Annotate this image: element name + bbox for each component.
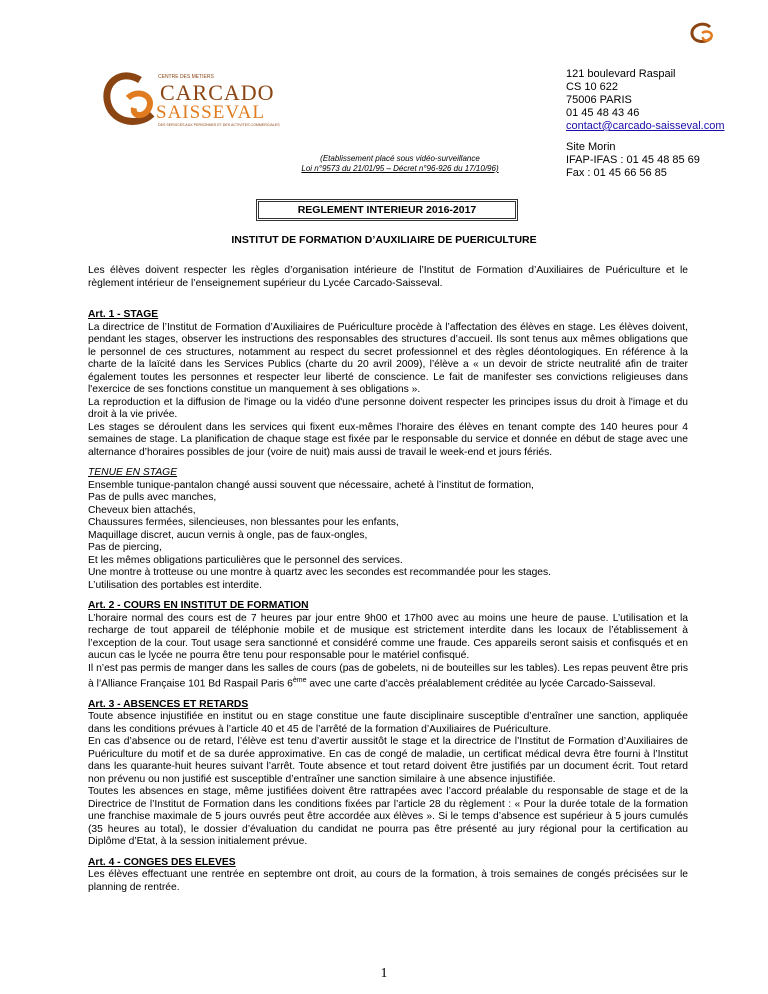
paragraph: Toutes les absences en stage, même justifiées doivent être rattrapées avec l’accord préalable du responsable de stage et de la Directrice de l’Institut de Formation dans les conditions fixées par l’article 28 du règlement : « Pour la durée totale de la formation une franchise maximale de 5 jours ouvrés peut être accordée aux élèves ». Si le temps d’absence est supérieur à 5 jours cumulés (35 heures au total), le dossier d’évaluation du candidat ne pourra pas être présenté au jury régional pour la certification au Diplôme d’Etat, à la session initialement prévue. — [88, 786, 688, 848]
email-link[interactable]: contact@carcado-saisseval.com — [566, 120, 725, 132]
logo-line1: CENTRE DES METIERS — [158, 74, 214, 80]
art2-p2a: Il n’est pas permis de manger dans les salles de cours (pas de gobelets, ni de bouteilles sur les tables). Les repas peuvent être pris à l’Alliance Française 101 Bd Raspail Paris 6 — [88, 662, 688, 690]
art1-heading: Art. 1 - STAGE — [88, 309, 159, 320]
art2-p2b: avec une carte d’accès préalablement créditée au lycée Carcado-Saisseval. — [306, 678, 656, 690]
paragraph: L’horaire normal des cours est de 7 heures par jour entre 9h00 et 17h00 avec au moins une heure de pause. L’utilisation et la recharge de tout appareil de téléphonie mobile et de musique est strictement interdite dans les locaux de l’établissement à l’exception de la cour. Tout usage sera sanctionné et considéré comme une fraude. Ces appareils seront saisis et confisqués et en aucun cas le lycée ne pourra être tenu pour responsable pour le matériel confisqué. — [88, 612, 688, 661]
contact-line: 01 45 48 43 46 — [566, 107, 640, 119]
intro-paragraph: Les élèves doivent respecter les règles d’organisation intérieure de l’Institut de Formation d’Auxiliaires de Puériculture et le règlement intérieur de l’enseignement supérieur du Lycée Carcado-Saisseval. — [88, 265, 688, 289]
paragraph: En cas d’absence ou de retard, l’élève est tenu d’avertir aussitôt le stage et la directrice de l’Institut de Formation d’Auxiliaires de Puériculture du motif et de sa durée approximative. En cas de congé de maladie, un certificat médical devra être fourni à l’Institut dans les quarante-huit heures suivant l’arrêt. Toute absence et tout retard doivent être justifiés par un document écrit. Tout retard non prévenu ou non justifié est susceptible d’entraîner une sanction similaire à une absence injustifiée. — [88, 736, 688, 785]
site-line: IFAP-IFAS : 01 45 48 85 69 — [566, 154, 700, 166]
paragraph: La reproduction et la diffusion de l'image ou la vidéo d'une personne doivent respecter les principes issus du droit à l'image et du droit à la vie privée. — [88, 396, 688, 420]
paragraph — [88, 663, 688, 691]
logo-brand2: SAISSEVAL — [156, 102, 265, 123]
art4-heading: Art. 4 - CONGES DES ELEVES — [88, 856, 236, 868]
tenue-item: Une montre à trotteuse ou une montre à quartz avec les secondes est recommandée pour les stages. — [88, 567, 552, 578]
carcado-saisseval-logo — [100, 70, 300, 134]
tenue-item: Pas de pulls avec manches, — [88, 492, 217, 503]
art2-sup: ème — [292, 677, 307, 684]
document-body — [88, 265, 688, 894]
art3-heading: Art. 3 - ABSENCES ET RETARDS — [88, 698, 249, 710]
surveillance-line1: (Etablissement placé sous vidéo-surveillance — [320, 154, 480, 163]
page-number: 1 — [380, 966, 388, 981]
document-subtitle: INSTITUT DE FORMATION D’AUXILIAIRE DE PUERICULTURE — [231, 234, 537, 246]
surveillance-line2: Loi n°9573 du 21/01/95 – Décret n°96-926 du 17/10/96) — [301, 164, 499, 173]
site-block — [566, 141, 700, 180]
logo-sub: DES SERVICES AUX PERSONNES ET DES ACTIVITES COMMERCIALES — [158, 123, 280, 127]
site-line: Site Morin — [566, 141, 616, 153]
art2-heading: Art. 2 - COURS EN INSTITUT DE FORMATION — [88, 600, 309, 611]
paragraph: Toute absence injustifiée en institut ou en stage constitue une faute disciplinaire susceptible d’entraîner une sanction, appliquée dans les conditions prévues à l’article 40 et 45 de l’arrêté de la formation d’Auxiliaires de Puériculture. — [88, 711, 688, 735]
tenue-item: Cheveux bien attachés, — [88, 504, 196, 516]
site-line: Fax : 01 45 66 56 85 — [566, 167, 667, 179]
logo-brand1: CARCADO — [160, 80, 275, 105]
tenue-item: Ensemble tunique-pantalon changé aussi souvent que nécessaire, acheté à l’institut de formation, — [88, 479, 534, 491]
tenue-heading: TENUE EN STAGE — [88, 467, 178, 478]
tenue-item: Maquillage discret, aucun vernis à ongle, pas de faux-ongles, — [88, 529, 368, 541]
tenue-item: Pas de piercing, — [88, 542, 162, 553]
tenue-item: Et les mêmes obligations particulières que le personnel des services. — [88, 554, 403, 566]
contact-line: 75006 PARIS — [566, 94, 632, 106]
corner-logo-icon — [688, 22, 718, 46]
paragraph: Les stages se déroulent dans les services qui fixent eux-mêmes l’horaire des élèves en tenant compte des 140 heures pour 4 semaines de stage. La planification de chaque stage est fixée par le responsable du service et donnée en début de stage avec une alternance d’horaires possibles de jour (voire de nuit) mais aussi de travail le week-end et jours fériés. — [88, 421, 688, 458]
contact-block — [566, 68, 725, 133]
tenue-item: Chaussures fermées, silencieuses, non blessantes pour les enfants, — [88, 517, 399, 528]
document-title: REGLEMENT INTERIEUR 2016-2017 — [256, 199, 518, 221]
paragraph: Les élèves effectuant une rentrée en septembre ont droit, au cours de la formation, à trois semaines de congés précisées sur le planning de rentrée. — [88, 869, 688, 893]
surveillance-note — [270, 154, 530, 174]
paragraph: La directrice de l’Institut de Formation d’Auxiliaires de Puériculture procède à l’affectation des élèves en stage. Les élèves doivent, pendant les stages, observer les instructions des responsables des structures d’accueil. Ils sont tenus aux mêmes obligations que le personnel de ces structures, notamment au respect du secret professionnel et des règles déontologiques. En référence à la charte de la laïcité dans les Services Publics (charte du 20 avril 2009), l’élève a « un devoir de stricte neutralité afin de traiter également toutes les personnes et respecter leur liberté de conscience. Le fait de manifester ses convictions religieuses dans l'exercice de ses fonctions constitue un manquement à ses obligations ». — [88, 321, 688, 395]
contact-line: 121 boulevard Raspail — [566, 68, 676, 80]
contact-line: CS 10 622 — [566, 81, 618, 93]
tenue-item: L’utilisation des portables est interdite. — [88, 579, 263, 591]
